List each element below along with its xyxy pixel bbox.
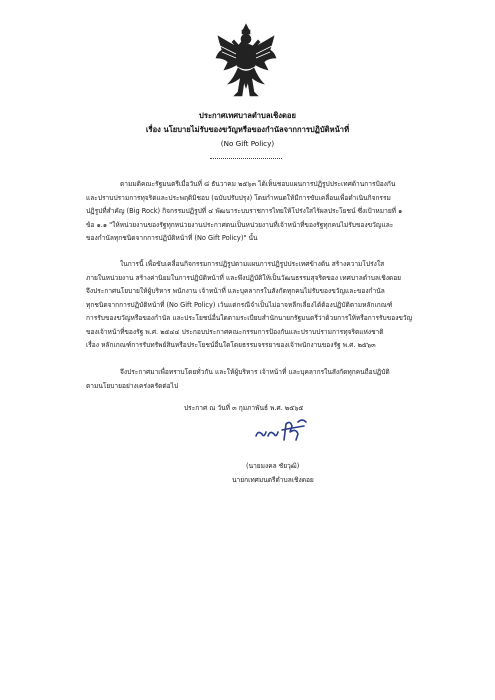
paragraph-line: จึงประกาศมาเพื่อทราบโดยทั่วกัน และให้ผู้บริหาร เจ้าหน้าที่ และบุคลากรในสังกัดทุกคนถือปฏิบัติ	[120, 368, 390, 376]
paragraph-line: และปราบปรามการทุจริตและประพฤติมิชอบ (ฉบับปรับปรุง) โดยกำหนดให้มีการขับเคลื่อนเพื่อดำเนินกิจกรรม	[86, 193, 391, 202]
signer-name: (นายมงคล ชัยวุฒิ)	[246, 462, 300, 470]
paragraph-line: ตามมติคณะรัฐมนตรีเมื่อวันที่ ๘ ธันวาคม ๒๕๖๓ ได้เห็นชอบแผนการปฏิรูปประเทศด้านการป้องกัน	[120, 180, 396, 188]
paragraph-line: ตามนโยบายอย่างเคร่งครัดต่อไป	[86, 381, 179, 390]
paragraph-line: การรับของขวัญหรือของกำนัล และประโยชน์อื่นใดตามระเบียบสำนักนายกรัฐมนตรีว่าด้วยการให้หรือการรับของขวัญ	[86, 314, 412, 322]
paragraph-2	[86, 258, 412, 353]
policy-name: (No Gift Policy)	[220, 139, 275, 148]
announcement-title: ประกาศเทศบาลตำบลเชิงดอย	[199, 111, 296, 120]
announcement-date: ประกาศ ณ วันที่ ๓ กุมภาพันธ์ พ.ศ. ๒๕๖๕	[184, 404, 304, 412]
paragraph-line: ของเจ้าหน้าที่ของรัฐ พ.ศ. ๒๕๔๔ ประกอบประกาศคณะกรรมการป้องกันและปราบปรามการทุจริตแห่งชาติ	[86, 327, 384, 336]
paragraph-line: ข้อ ๑.๑ "ให้หน่วยงานของรัฐทุกหน่วยงานประกาศตนเป็นหน่วยงานที่เจ้าหน้าที่ของรัฐทุกคนไม่รับของขวัญและ	[86, 220, 394, 229]
paragraph-1	[86, 178, 412, 246]
title-divider	[210, 158, 282, 159]
paragraph-line: ภายในหน่วยงาน สร้างค่านิยมในการปฏิบัติหน้าที่ และพึงปฏิบัติให้เป็นวัฒนธรรมสุจริตของ เทศบาลตำบลเชิงดอย	[86, 273, 402, 282]
paragraph-3	[86, 366, 412, 393]
paragraph-line: ทุกชนิดจากการปฏิบัติหน้าที่ (No Gift Policy) เว้นแต่กรณีจำเป็นไม่อาจหลีกเลี่ยงได้ต้องปฏิบัติตามหลักเกณฑ์	[86, 300, 393, 309]
paragraph-line: ในการนี้ เพื่อขับเคลื่อนกิจกรรมการปฏิรูปตามแผนการปฏิรูปประเทศข้างต้น สร้างความโปร่งใส	[120, 260, 385, 268]
paragraph-line: ปฏิรูปที่สำคัญ (Big Rock) กิจกรรมปฏิรูปที่ ๔ พัฒนาระบบราชการไทยให้โปร่งใสไร้ผลประโยชน์ ซึ่งเป้าหมายที่ ๑	[86, 207, 403, 215]
handwritten-signature	[252, 416, 310, 446]
signer-position: นายกเทศมนตรีตำบลเชิงดอย	[232, 476, 314, 484]
announcement-subject: เรื่อง นโยบายไม่รับของขวัญหรือของกำนัลจากการปฏิบัติหน้าที่	[145, 125, 350, 134]
paragraph-line: ของกำนัลทุกชนิดจากการปฏิบัติหน้าที่ (No Gift Policy)" นั้น	[86, 234, 258, 242]
garuda-emblem-icon	[214, 22, 278, 104]
paragraph-line: เรื่อง หลักเกณฑ์การรับทรัพย์สินหรือประโยชน์อื่นใดโดยธรรมจรรยาของเจ้าพนักงานของรัฐ พ.ศ. ๒๕๖๓	[86, 341, 376, 349]
paragraph-line: จึงประกาศนโยบายให้ผู้บริหาร พนักงาน เจ้าหน้าที่ และบุคลากรในสังกัดทุกคนไม่รับของขวัญและของกำนัล	[86, 287, 385, 295]
